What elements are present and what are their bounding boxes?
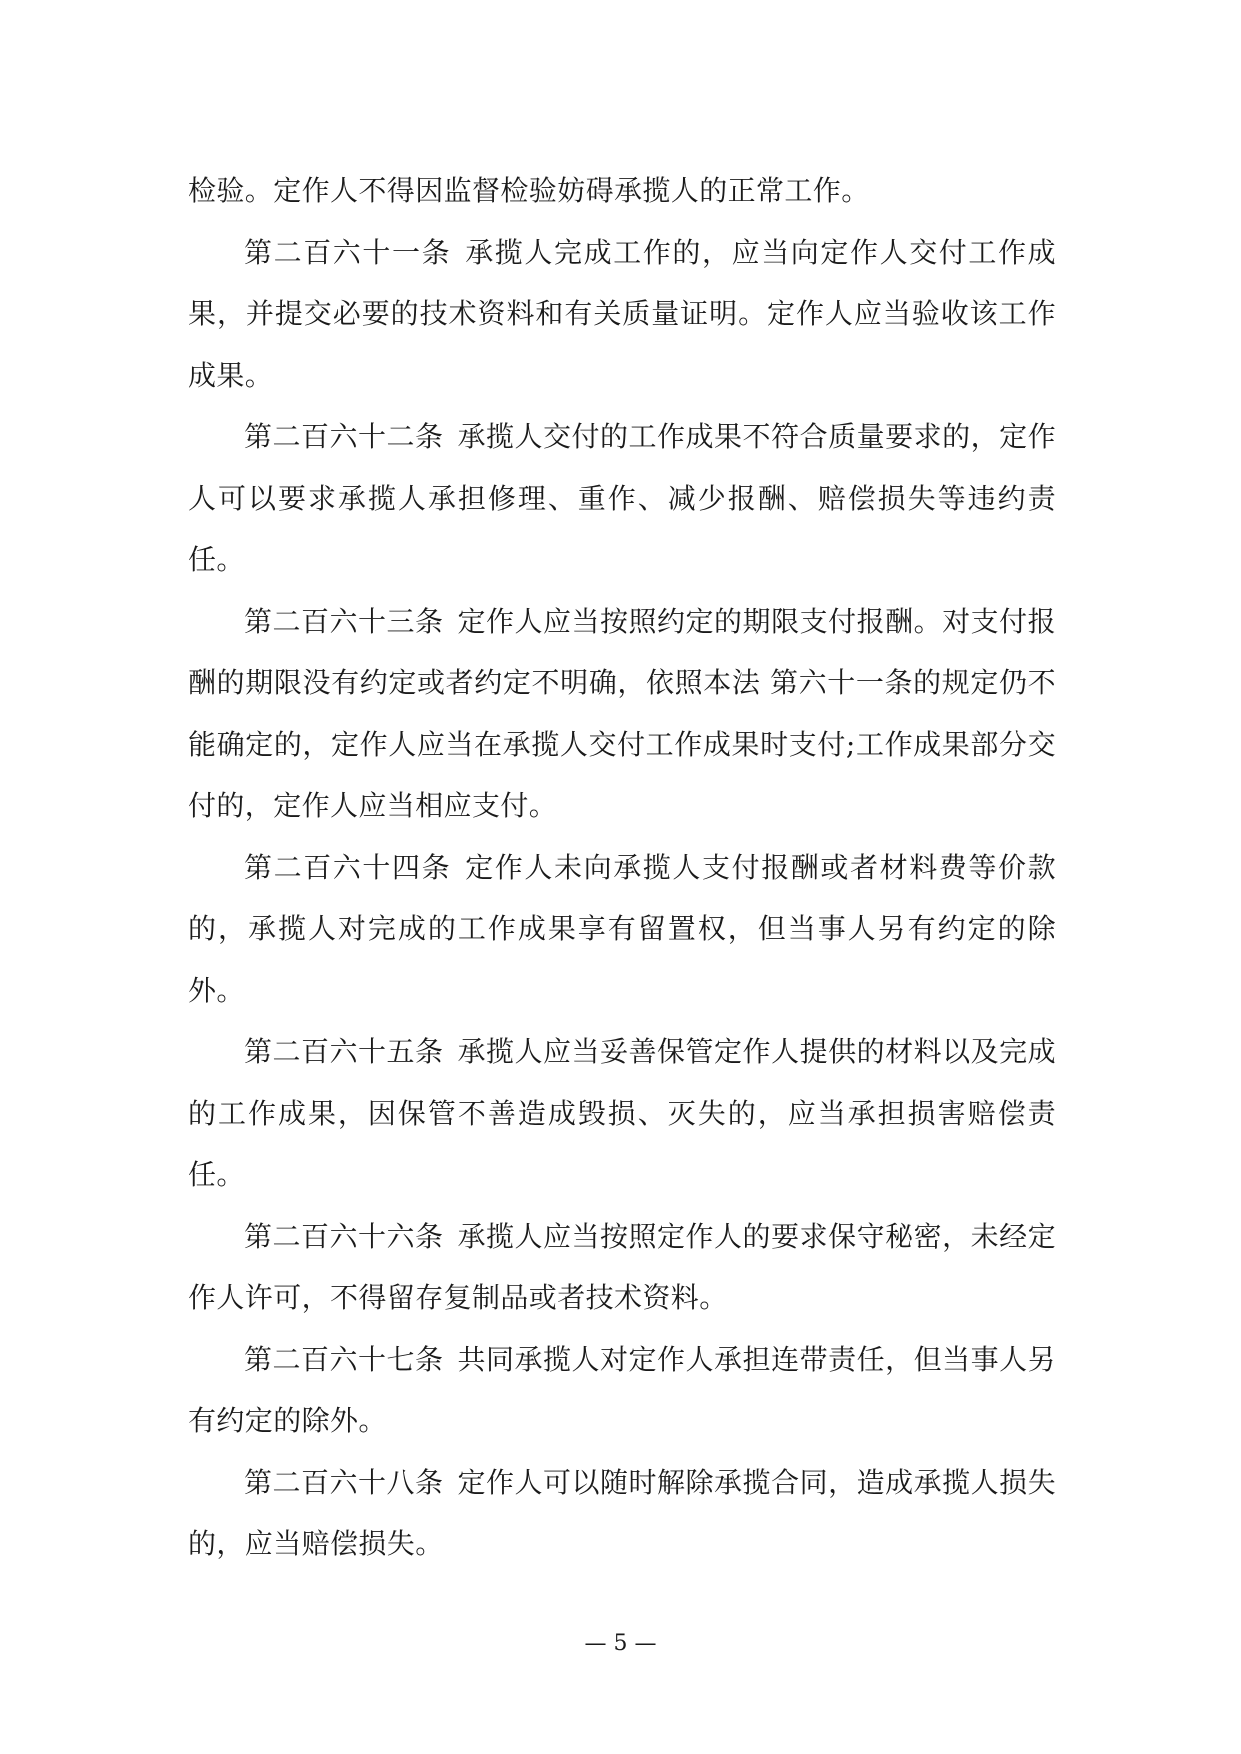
- article-text: 定作人应当按照约定的期限支付报酬。对支付报酬的期限没有约定或者约定不明确，依照本法 第六十一条的规定仍不能确定的，定作人应当在承揽人交付工作成果时支付;工作成果部分交付的，定作人应当相应支付。: [188, 604, 1056, 822]
- document-body: [188, 160, 1056, 1575]
- article-number: 第二百六十二条: [244, 420, 444, 453]
- article-text: 承揽人交付的工作成果不符合质量要求的，定作人可以要求承揽人承担修理、重作、减少报酬、赔偿损失等违约责任。: [188, 420, 1056, 576]
- page-number: — 5 —: [584, 1631, 657, 1656]
- article-text: 定作人未向承揽人支付报酬或者材料费等价款的，承揽人对完成的工作成果享有留置权，但当事人另有约定的除外。: [188, 850, 1056, 1007]
- article-number: 第二百六十一条: [244, 235, 452, 269]
- article-number: 第二百六十七条: [244, 1342, 444, 1376]
- article-number: 第二百六十三条: [244, 604, 444, 638]
- article-text: 承揽人完成工作的，应当向定作人交付工作成果，并提交必要的技术资料和有关质量证明。定作人应当验收该工作成果。: [188, 235, 1056, 392]
- article-text: 承揽人应当妥善保管定作人提供的材料以及完成的工作成果，因保管不善造成毁损、灭失的，应当承担损害赔偿责任。: [188, 1035, 1056, 1191]
- article-261: [188, 222, 1056, 407]
- article-text: 共同承揽人对定作人承担连带责任，但当事人另有约定的除外。: [188, 1342, 1056, 1437]
- article-text: 定作人可以随时解除承揽合同，造成承揽人损失的，应当赔偿损失。: [188, 1465, 1056, 1560]
- article-number: 第二百六十六条: [244, 1219, 444, 1253]
- continuation-paragraph: 检验。定作人不得因监督检验妨碍承揽人的正常工作。: [188, 174, 870, 207]
- article-263: [188, 591, 1056, 837]
- article-text: 承揽人应当按照定作人的要求保守秘密，未经定作人许可，不得留存复制品或者技术资料。: [188, 1219, 1056, 1314]
- article-number: 第二百六十四条: [244, 850, 452, 884]
- article-268: [188, 1452, 1056, 1575]
- article-number: 第二百六十八条: [244, 1465, 444, 1499]
- article-267: [188, 1329, 1056, 1452]
- article-264: [188, 837, 1056, 1022]
- article-number: 第二百六十五条: [244, 1035, 444, 1068]
- article-262: [188, 406, 1056, 591]
- article-265: [188, 1021, 1056, 1206]
- article-266: [188, 1206, 1056, 1329]
